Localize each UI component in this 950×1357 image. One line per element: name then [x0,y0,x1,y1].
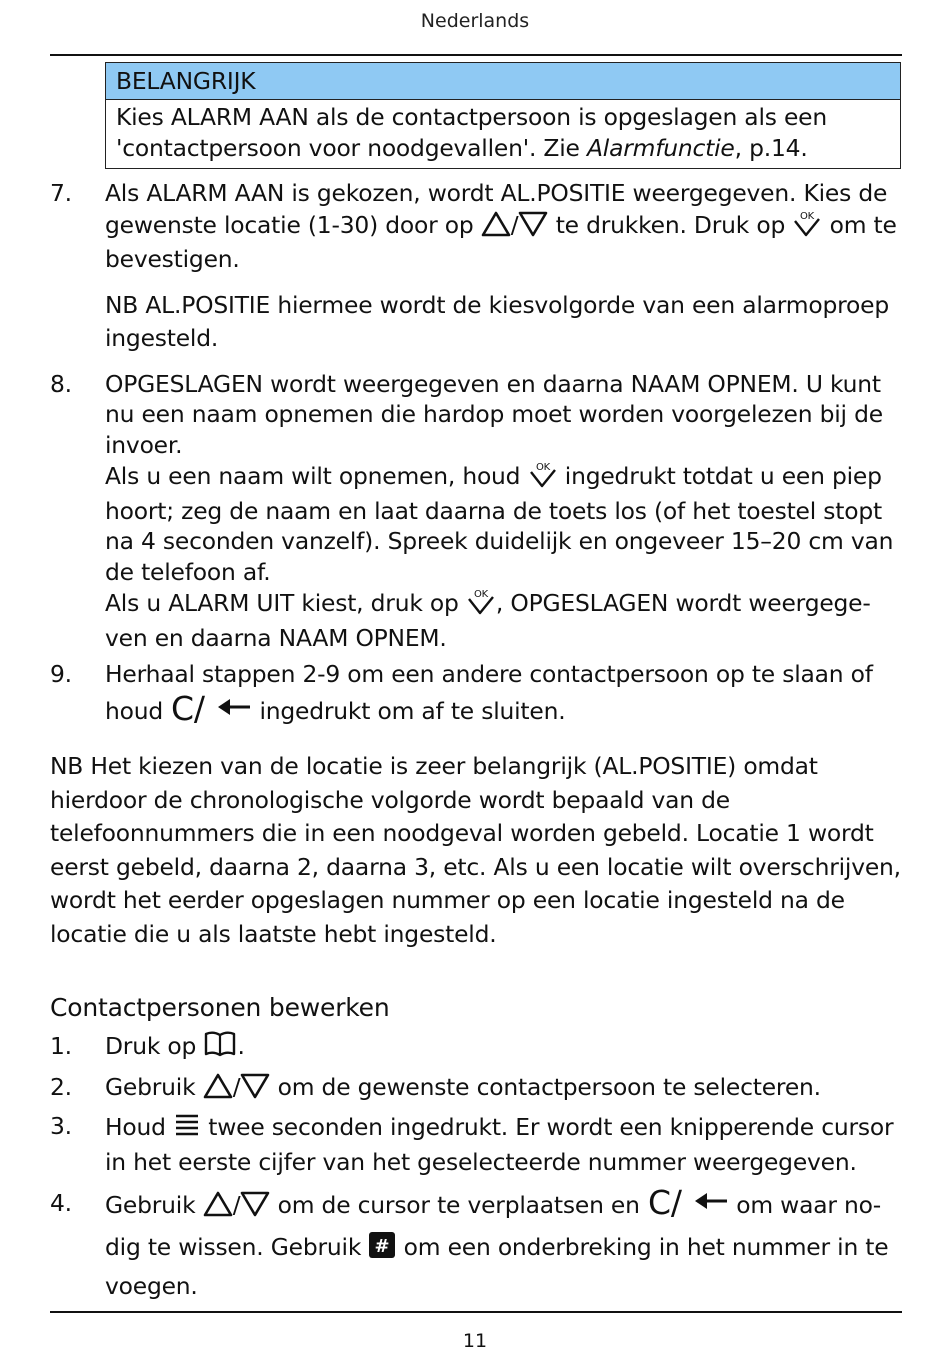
notice-body [106,100,900,168]
text: ) omdat hierdoor de chronologische volgorde wordt bepaald van de telefoonnummers die in een noodgeval worden gebeld. Locatie 1 wordt eerst gebeld, daarna 2, daarna 3, etc. Als u een locatie wilt overschrijven, wordt het eerder opgeslagen nummer op een locatie ingesteld na de locatie die u als laatste hebt ingesteld. [50,752,901,948]
svg-text:OK: OK [473,589,488,600]
steps-list [50,178,902,736]
text: om de cursor te verplaatsen en [270,1191,647,1219]
phonebook-icon [203,1030,237,1067]
keyword: ALARM UIT [168,589,295,617]
text: weergegeven. Kies de gewenste locatie (1-30) door op [105,179,888,239]
keyword: AL.POSITIE [500,179,626,207]
keyword: AL.POSITIE [602,752,728,780]
edit-step-1 [50,1029,902,1067]
text: Houd [105,1113,174,1141]
slash: / [232,1073,241,1101]
down-triangle-icon [240,1191,270,1227]
step-9 [50,657,902,736]
step-7-note [105,289,902,355]
text: Gebruik [105,1073,203,1101]
text: . U kunt nu een naam opnemen die hardop moet worden voorgelezen bij de invoer. [105,369,883,459]
page-content [50,62,902,1304]
ok-check-icon [792,209,822,245]
text: . [237,1032,245,1060]
page-number: 11 [462,1330,488,1352]
keyword: OPGESLAGEN [105,369,263,398]
text: Het kiezen van de locatie is zeer belangrijk ( [83,752,603,780]
section-title: Contactpersonen bewerken [50,993,390,1022]
text: om waar nodig te wissen. Gebruik [105,1191,882,1261]
step-number: 3. [50,1112,72,1140]
keyword: ALARM AAN [170,103,309,131]
down-triangle-icon [240,1073,270,1108]
step-number: 1. [50,1032,72,1060]
text: . [439,623,447,652]
keyword: NB AL.POSITIE [105,290,271,319]
text: te drukken. Druk op [548,210,793,239]
reference-link: Alarmfunctie [586,133,735,162]
keyword: NAAM OPNEM [630,369,792,398]
svg-text:C/: C/ [171,692,206,726]
step-number: 7. [50,179,72,207]
text: om te bevestigen. [105,210,897,273]
important-notice [105,62,901,169]
step-number: 2. [50,1073,72,1101]
keyword: ALARM AAN [146,179,285,207]
text: , [495,589,511,617]
footer-rule [50,1311,902,1313]
step-8 [50,369,902,654]
text: Als u [105,589,169,617]
header-rule [50,54,902,56]
text: wordt weergegeven en daarna [105,589,871,652]
text: 'contactpersoon voor noodgevallen'. Zie [116,133,587,162]
text: twee seconden ingedrukt. Er wordt een knipperende cursor in het eerste cijfer van het geselecteerde nummer weergegeven. [105,1113,894,1176]
text: hiermee wordt de kiesvolgorde van een alarmoproep ingesteld. [105,290,889,352]
text: Herhaal stappen 2-9 om een andere contactpersoon op te slaan of houd [105,660,873,725]
keyword: OPGESLAGEN [510,589,669,617]
up-triangle-icon [481,211,511,245]
text: Als [105,179,147,207]
step-7 [50,178,902,355]
up-triangle-icon [203,1191,233,1227]
svg-text:OK: OK [800,210,815,222]
step-number: 9. [50,660,72,688]
svg-text:OK: OK [535,462,550,473]
menu-lines-icon [173,1111,201,1147]
text: kiest, druk op [294,589,466,617]
text: Gebruik [105,1191,203,1219]
nb-paragraph [50,750,902,951]
keyword: NAAM OPNEM [278,623,440,652]
ok-check-icon [528,460,558,496]
text: ingedrukt om af te sluiten. [252,697,566,725]
hash-key-icon [368,1231,396,1269]
ok-check-icon [466,587,496,623]
step-number: 4. [50,1189,72,1217]
slash: / [510,210,519,239]
edit-step-3 [50,1111,902,1177]
notice-title: BELANGRIJK [106,63,900,100]
keyword: NB [50,752,84,780]
clear-back-icon [170,692,252,736]
text: , p.14. [734,133,808,162]
text: is gekozen, wordt [284,179,501,207]
text: ingedrukt totdat u een piep hoort; zeg de naam en laat daarna de toets los (of het toestel stopt na 4 seconden vanzelf). Spreek duidelijk en ongeveer 15–20 cm van de telefoon af. [105,462,894,586]
text: Als u een naam wilt opnemen, houd [105,462,528,490]
text: als de contactpersoon is opgeslagen als een [308,103,827,131]
text: wordt weergegeven en daarna [262,369,631,398]
slash: / [232,1191,241,1219]
svg-text:#: # [374,1236,390,1257]
svg-text:C/: C/ [648,1186,682,1220]
step-number: 8. [50,369,72,398]
text: Druk op [105,1032,204,1060]
edit-step-4 [50,1186,902,1304]
text: Kies [116,103,171,131]
text: om de gewenste contactpersoon te selecteren. [270,1073,821,1101]
edit-steps-list [50,1029,902,1304]
down-triangle-icon [518,211,548,245]
text: om een onderbreking in het nummer in te voegen. [105,1233,889,1300]
page-header-language: Nederlands [420,10,530,32]
edit-step-2 [50,1070,902,1108]
clear-back-icon [647,1186,729,1230]
up-triangle-icon [203,1073,233,1108]
